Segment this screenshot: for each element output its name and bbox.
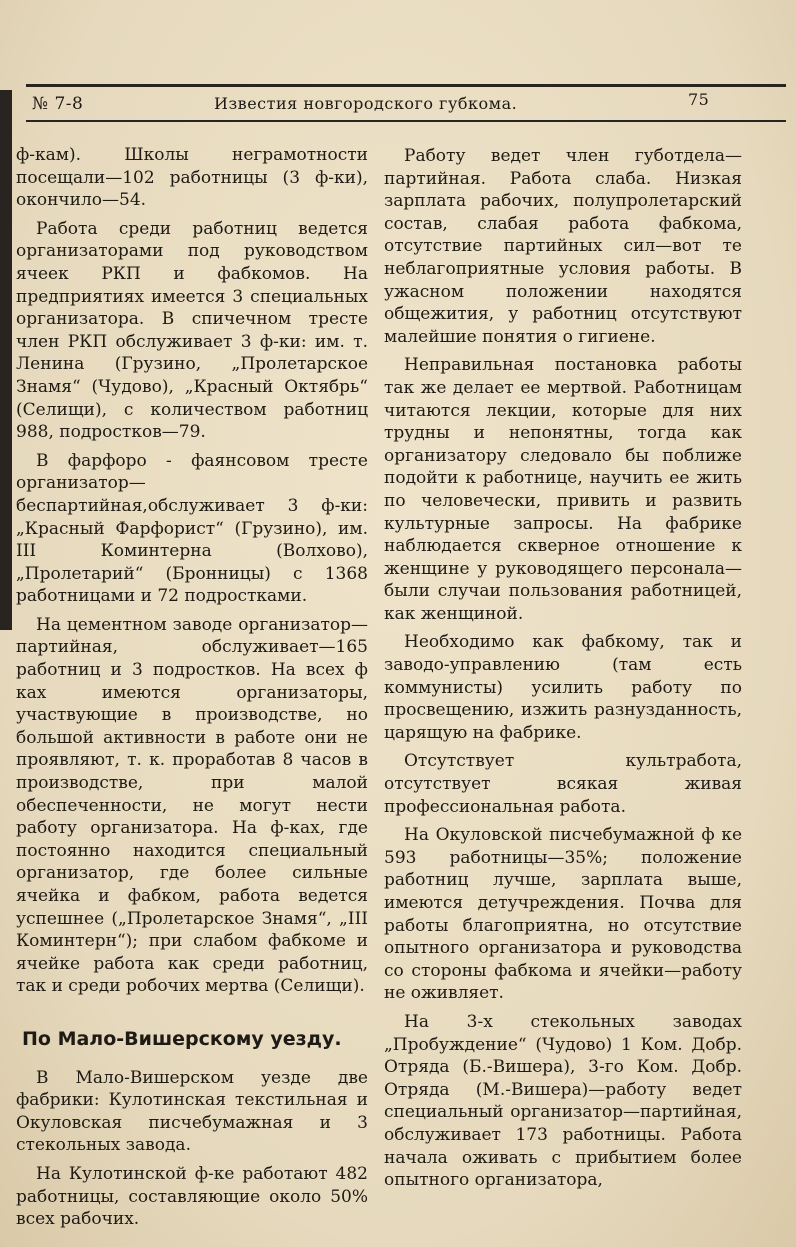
left-column — [16, 144, 368, 1237]
paragraph: Работу ведет член губотдела—партийная. Работа слаба. Низкая зарплата рабочих, полупролетарский состав, слабая работа фабкома, отсутствие партийных сил—вот те неблагоприятные условия работы. В ужасном положении находятся общежития, у работниц отсутствуют малейшие понятия о гигиене. — [384, 146, 742, 347]
paragraph: Необходимо как фабкому, так и заводо-управлению (там есть коммунисты) усилить работу по просвещению, изжить разнузданность, царящую на фабрике. — [384, 632, 742, 743]
paragraph: Отсутствует культработа, отсутствует всякая живая профессиональная работа. — [384, 751, 742, 817]
right-column — [384, 145, 742, 1198]
paragraph: Работа среди работниц ведется организаторами под руководством ячеек РКП и фабкомов. На предприятиях имеется 3 специальных организатора. В спичечном тресте член РКП обслуживает 3 ф-ки: им. т. Ленина (Грузино, „Пролетарское Знамя“ (Чудово), „Красный Октябрь“ (Селищи), с количеством работниц 988, подростков—79. — [16, 218, 368, 443]
paragraph: Неправильная постановка работы так же делает ее мертвой. Работницам читаются лекции, которые для них трудны и непонятны, тогда как организатору следовало бы поближе подойти к работнице, научить ее жить по человечески, привить и развить культурные запросы. На фабрике наблюдается скверное отношение к женщине у руководящего персонала—были случаи пользования работницей, как женщиной. — [384, 355, 742, 624]
binding-edge — [0, 90, 12, 630]
paragraph: В фарфоро - фаянсовом тресте организатор—беспартийная,обслуживает 3 ф-ки: „Красный Фарфорист“ (Грузино), им. III Коминтерна (Волхово), „Пролетарий“ (Бронницы) с 1368 работницами и 72 подростками. — [16, 450, 368, 607]
header-rule-bottom — [26, 120, 786, 122]
page-number: 75 — [688, 90, 710, 109]
paragraph: На цементном заводе организатор—партийная, обслуживает—165 работниц и 3 подростков. На всех ф ках имеются организаторы, участвующие в производстве, но большой активности в работе они не проявляют, т. к. проработав 8 часов в производстве, при малой обеспеченности, не могут нести работу организатора. На ф-ках, где постоянно находится специальный организатор, где более сильные ячейка и фабком, работа ведется успешнее („Пролетарское Знамя“, „III Коминтерн“); при слабом фабкоме и ячейке работа как среди работниц, так и среди робочих мертва (Селищи). — [16, 614, 368, 997]
header-rule-top — [26, 84, 786, 87]
running-header — [28, 90, 784, 118]
paragraph: На Кулотинской ф-ке работают 482 работницы, составляющие около 50% всех рабочих. — [16, 1163, 368, 1230]
paragraph: На Окуловской писчебумажной ф ке 593 работницы—35%; положение работниц лучше, зарплата выше, имеются детучреждения. Почва для работы благоприятна, но отсутствие опытного организатора и руководства со стороны фабкома и ячейки—работу не оживляет. — [384, 825, 742, 1004]
issue-number: № 7-8 — [32, 94, 84, 114]
paragraph: На 3-х стекольных заводах „Пробуждение“ (Чудово) 1 Ком. Добр. Отряда (Б.-Вишера), 3-го Ком. Добр. Отряда (М.-Вишера)—работу ведет специальный организатор—партийная, обслуживает 173 работницы. Работа начала оживать с прибытием более опытного организатора, — [384, 1011, 742, 1191]
paragraph: ф-кам). Школы неграмотности посещали—102 работницы (3 ф-ки), окончило—54. — [16, 145, 368, 211]
paragraph: В Мало-Вишерском уезде две фабрики: Кулотинская текстильная и Окуловская писчебумажная и 3 стекольных завода. — [16, 1067, 368, 1156]
journal-title: Известия новгородского губкома. — [214, 94, 518, 113]
section-heading: По Мало-Вишерскому уезду. — [22, 1027, 342, 1050]
